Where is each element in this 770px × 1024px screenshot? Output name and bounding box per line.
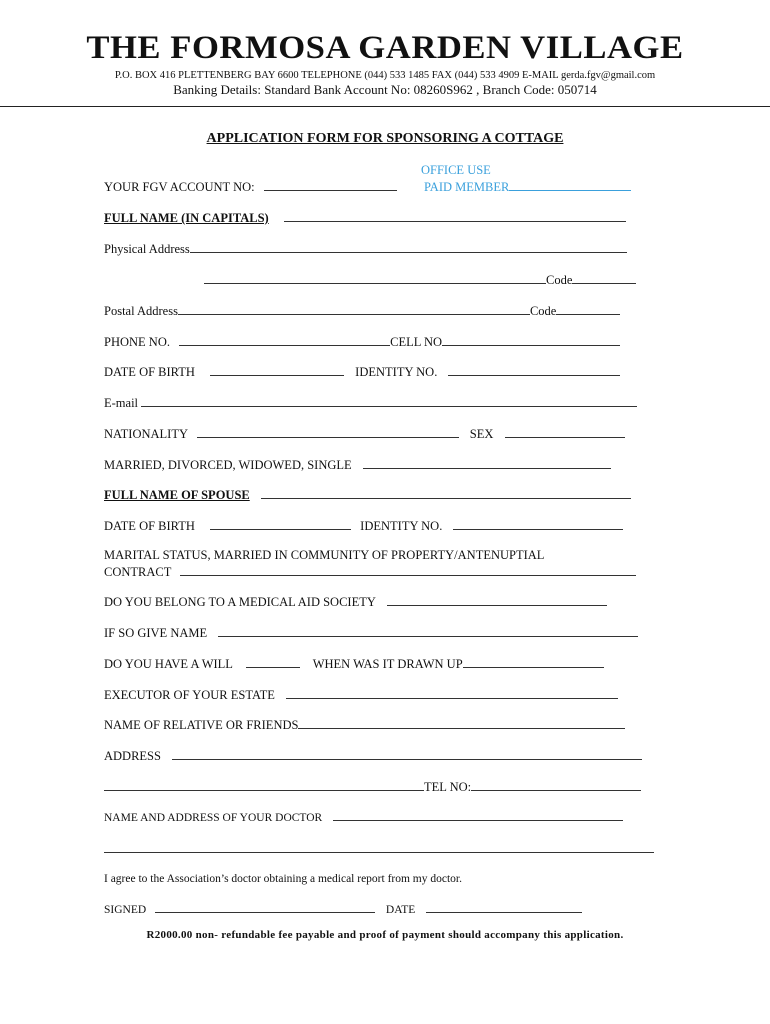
full-name-label: FULL NAME (IN CAPITALS) <box>104 211 269 225</box>
executor-field[interactable] <box>286 687 618 699</box>
physical-address-row <box>104 241 627 257</box>
medical-aid-name-label: IF SO GIVE NAME <box>104 626 208 640</box>
phone-row <box>104 334 620 350</box>
signature-field[interactable] <box>155 901 375 913</box>
relative-label: NAME OF RELATIVE OR FRIENDS <box>104 718 299 732</box>
relative-address-row <box>104 748 642 764</box>
email-field[interactable] <box>141 395 637 407</box>
relative-field[interactable] <box>298 717 625 729</box>
relative-address-field-2[interactable] <box>104 779 424 791</box>
doctor-field[interactable] <box>333 809 623 821</box>
relative-tel-field[interactable] <box>471 779 641 791</box>
will-row <box>104 656 604 672</box>
postal-address-row <box>104 303 620 319</box>
signed-label: SIGNED <box>104 904 147 916</box>
relative-row <box>104 717 625 733</box>
will-drawn-field[interactable] <box>463 656 604 668</box>
spouse-dob-label: DATE OF BIRTH <box>104 519 195 533</box>
identity-label: IDENTITY NO. <box>355 365 438 379</box>
medical-aid-field[interactable] <box>387 594 607 606</box>
physical-address-field-2[interactable] <box>204 272 546 284</box>
will-label: DO YOU HAVE A WILL <box>104 657 233 671</box>
physical-address-field[interactable] <box>190 241 627 253</box>
postal-address-field[interactable] <box>178 303 530 315</box>
physical-code-field[interactable] <box>572 272 636 284</box>
executor-row <box>104 687 618 703</box>
marital-row <box>104 457 611 473</box>
doctor-field-2[interactable] <box>104 841 654 853</box>
medical-aid-label: DO YOU BELONG TO A MEDICAL AID SOCIETY <box>104 595 376 609</box>
spouse-identity-field[interactable] <box>453 518 623 530</box>
doctor-row <box>104 809 623 824</box>
nationality-row <box>104 426 625 442</box>
will-drawn-label: WHEN WAS IT DRAWN UP <box>312 657 463 671</box>
form-title: APPLICATION FORM FOR SPONSORING A COTTAGE <box>206 131 564 146</box>
sex-label: SEX <box>469 427 494 441</box>
dob-row <box>104 364 620 380</box>
spouse-field[interactable] <box>261 487 631 499</box>
phone-field[interactable] <box>179 334 390 346</box>
email-label: E-mail <box>104 396 139 410</box>
office-use-label: OFFICE USE <box>421 163 491 177</box>
paid-member-blank[interactable] <box>509 179 631 191</box>
physical-code-label: Code <box>546 273 573 287</box>
nationality-label: NATIONALITY <box>104 427 188 441</box>
medical-aid-name-field[interactable] <box>218 625 638 637</box>
marital-status-label-line2: CONTRACT <box>104 565 172 579</box>
agreement-text: I agree to the Association’s doctor obtaining a medical report from my doctor. <box>104 873 462 885</box>
will-field[interactable] <box>246 656 300 668</box>
physical-address-label: Physical Address <box>104 242 190 256</box>
identity-field[interactable] <box>448 364 620 376</box>
nationality-field[interactable] <box>197 426 459 438</box>
postal-address-label: Postal Address <box>104 304 178 318</box>
marital-status-label-line1: MARITAL STATUS, MARRIED IN COMMUNITY OF PROPERTY/ANTENUPTIAL <box>104 548 545 562</box>
date-label: DATE <box>385 904 416 916</box>
marital-status-row <box>104 564 636 580</box>
doctor-label: NAME AND ADDRESS OF YOUR DOCTOR <box>104 812 323 824</box>
dob-label: DATE OF BIRTH <box>104 365 195 379</box>
cell-field[interactable] <box>442 334 620 346</box>
dob-field[interactable] <box>210 364 344 376</box>
paid-member-field[interactable] <box>424 179 631 195</box>
sex-field[interactable] <box>505 426 625 438</box>
postal-code-label: Code <box>529 304 557 318</box>
phone-label: PHONE NO. <box>104 335 170 349</box>
header-divider <box>0 106 770 107</box>
marital-field[interactable] <box>363 457 611 469</box>
fgv-account-label: YOUR FGV ACCOUNT NO: <box>104 180 255 194</box>
fee-notice: R2000.00 non- refundable fee payable and proof of payment should accompany this application. <box>146 929 624 941</box>
banking-details: Banking Details: Standard Bank Account No: 08260S962 , Branch Code: 050714 <box>173 82 597 97</box>
spouse-label: FULL NAME OF SPOUSE <box>104 488 250 502</box>
doctor-row-2 <box>104 840 654 858</box>
relative-address-label: ADDRESS <box>104 749 161 763</box>
signature-row <box>104 901 582 916</box>
physical-address-row-2 <box>204 272 636 288</box>
executor-label: EXECUTOR OF YOUR ESTATE <box>104 688 275 702</box>
relative-address-field[interactable] <box>172 748 642 760</box>
relative-tel-label: TEL NO: <box>424 780 472 794</box>
fgv-account-field[interactable] <box>264 179 397 191</box>
postal-code-field[interactable] <box>556 303 620 315</box>
contact-details: P.O. BOX 416 PLETTENBERG BAY 6600 TELEPHONE (044) 533 1485 FAX (044) 533 4909 E-MAIL gerda.fgv@gmail.com <box>114 70 656 81</box>
email-row <box>104 395 637 411</box>
spouse-dob-field[interactable] <box>210 518 351 530</box>
paid-member-label: PAID MEMBER <box>424 180 510 194</box>
marital-status-field[interactable] <box>180 564 636 576</box>
spouse-identity-label: IDENTITY NO. <box>360 519 443 533</box>
marital-label: MARRIED, DIVORCED, WIDOWED, SINGLE <box>104 458 352 472</box>
date-field[interactable] <box>426 901 582 913</box>
page-title: THE FORMOSA GARDEN VILLAGE <box>86 30 684 66</box>
medical-aid-name-row <box>104 625 638 641</box>
spouse-row <box>104 487 631 503</box>
medical-aid-row <box>104 594 607 610</box>
relative-tel-row <box>104 779 641 795</box>
spouse-dob-row <box>104 518 623 534</box>
full-name-field[interactable] <box>284 210 626 222</box>
full-name-row <box>104 210 626 226</box>
cell-label: CELL NO <box>390 335 443 349</box>
fgv-account-row <box>104 179 397 195</box>
